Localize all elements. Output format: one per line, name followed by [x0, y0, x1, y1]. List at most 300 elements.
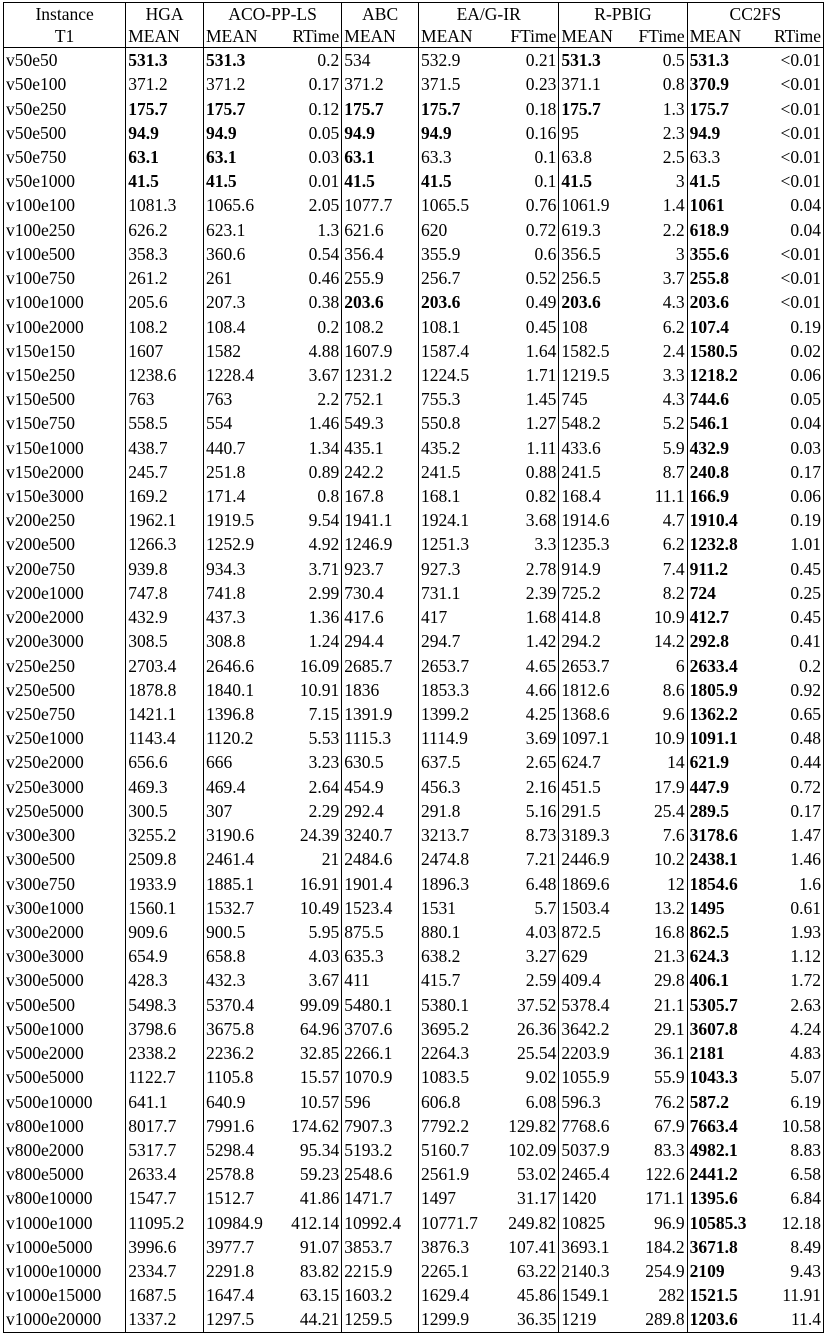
cell-instance: v500e2000: [4, 1041, 126, 1065]
cell-rpbig-mean: 95: [561, 122, 579, 143]
cell-cc2fs-rtime: 1.93: [763, 920, 824, 944]
cell-rpbig-mean: 624.7: [561, 752, 601, 773]
cell-hga-mean: 2338.2: [126, 1041, 204, 1065]
cell-aco-rtime: 4.03: [277, 944, 342, 968]
cell-rpbig-ftime: 2.2: [631, 218, 688, 242]
cell-abc-mean: 752.1: [342, 387, 419, 411]
cell-rpbig-mean: 5037.9: [561, 1139, 610, 1160]
cell-aco-mean: 108.4: [205, 316, 246, 337]
cell-aco-rtime: 3.23: [277, 750, 342, 774]
cell-cc2fs-rtime: 0.2: [763, 653, 824, 677]
cell-aco-rtime: 91.07: [277, 1235, 342, 1259]
cell-cc2fs-rtime: <0.01: [763, 290, 824, 314]
cell-aco-mean: 1647.4: [205, 1285, 255, 1306]
cell-cc2fs-rtime: 0.45: [763, 605, 824, 629]
cell-eag-ftime: 6.48: [497, 871, 559, 895]
table-row: [4, 920, 824, 944]
cell-abc-mean: 3707.6: [342, 1017, 419, 1041]
cell-cc2fs-rtime: <0.01: [763, 266, 824, 290]
table-row: [4, 1065, 824, 1089]
cell-cc2fs-mean: 1043.3: [689, 1067, 738, 1088]
cell-instance: v500e5000: [4, 1065, 126, 1089]
cell-aco-mean: 554: [205, 413, 233, 434]
cell-eag-mean: 456.3: [421, 776, 461, 797]
cell-eag-ftime: 4.03: [497, 920, 559, 944]
cell-eag-mean: 371.5: [421, 74, 461, 95]
cell-eag-mean: 435.2: [421, 437, 461, 458]
cell-rpbig-ftime: 9.6: [631, 702, 688, 726]
cell-abc-mean: 1607.9: [342, 339, 419, 363]
cell-hga-mean: 1143.4: [126, 726, 204, 750]
cell-aco-mean: 5298.4: [205, 1139, 255, 1160]
cell-hga-mean: 2334.7: [126, 1259, 204, 1283]
cell-rpbig-mean: 2653.7: [561, 655, 610, 676]
cell-instance: v200e250: [4, 508, 126, 532]
cell-cc2fs-mean: 166.9: [689, 486, 729, 507]
cell-abc-mean: 2685.7: [342, 653, 419, 677]
cell-instance: v150e2000: [4, 460, 126, 484]
cell-instance: v800e2000: [4, 1138, 126, 1162]
cell-abc-mean: 1231.2: [342, 363, 419, 387]
cell-eag-mean: 1065.5: [421, 195, 470, 216]
cell-cc2fs-mean: 724: [689, 582, 716, 603]
cell-instance: v250e2000: [4, 750, 126, 774]
cell-abc-mean: 5193.2: [342, 1138, 419, 1162]
cell-eag-mean: 731.1: [421, 582, 461, 603]
cell-rpbig-ftime: 14: [631, 750, 688, 774]
cell-hga-mean: 1547.7: [126, 1186, 204, 1210]
cell-eag-mean: 2653.7: [421, 655, 470, 676]
cell-cc2fs-mean: 744.6: [689, 389, 729, 410]
cell-aco-mean: 623.1: [205, 219, 246, 240]
cell-abc-mean: 175.7: [342, 96, 419, 120]
cell-instance: v500e10000: [4, 1089, 126, 1113]
cell-eag-mean: 3876.3: [421, 1236, 470, 1257]
cell-cc2fs-mean: 1203.6: [687, 1307, 763, 1332]
cell-cc2fs-mean: 447.9: [689, 776, 729, 797]
header-hga: HGA: [126, 3, 204, 26]
cell-cc2fs-mean: 3671.8: [689, 1236, 738, 1257]
cell-cc2fs-rtime: 0.19: [763, 314, 824, 338]
cell-abc-mean: 94.9: [342, 121, 419, 145]
cell-cc2fs-rtime: 0.72: [763, 775, 824, 799]
table-row: [4, 678, 824, 702]
cell-eag-mean: 203.6: [421, 292, 461, 313]
cell-eag-ftime: 107.41: [497, 1235, 559, 1259]
cell-cc2fs-mean: 531.3: [689, 50, 729, 71]
cell-hga-mean: 11095.2: [126, 1211, 204, 1235]
cell-eag-ftime: 1.71: [497, 363, 559, 387]
cell-hga-mean: 763: [126, 387, 204, 411]
cell-instance: v250e3000: [4, 775, 126, 799]
cell-cc2fs-rtime: 0.04: [763, 411, 824, 435]
cell-hga-mean: 531.3: [126, 48, 204, 73]
cell-aco-rtime: 0.46: [277, 266, 342, 290]
cell-abc-mean: 356.4: [342, 242, 419, 266]
cell-rpbig-mean: 3642.2: [561, 1018, 610, 1039]
cell-aco-rtime: 0.12: [277, 96, 342, 120]
cell-cc2fs-mean: 1061: [689, 195, 725, 216]
cell-cc2fs-mean: 2109: [689, 1261, 725, 1282]
cell-instance: v150e150: [4, 339, 126, 363]
cell-hga-mean: 41.5: [126, 169, 204, 193]
cell-rpbig-ftime: 122.6: [631, 1162, 688, 1186]
cell-hga-mean: 169.2: [126, 484, 204, 508]
cell-rpbig-ftime: 13.2: [631, 896, 688, 920]
cell-rpbig-ftime: 25.4: [631, 799, 688, 823]
cell-eag-ftime: 8.73: [497, 823, 559, 847]
cell-abc-mean: 1259.5: [342, 1307, 419, 1332]
cell-rpbig-mean: 203.6: [561, 292, 601, 313]
cell-aco-rtime: 2.64: [277, 775, 342, 799]
cell-aco-mean: 763: [205, 389, 233, 410]
cell-rpbig-ftime: 8.2: [631, 581, 688, 605]
cell-rpbig-ftime: 289.8: [631, 1307, 688, 1332]
cell-instance: v200e3000: [4, 629, 126, 653]
subheader-mean: MEAN: [203, 25, 277, 48]
cell-instance: v50e750: [4, 145, 126, 169]
cell-hga-mean: 1878.8: [126, 678, 204, 702]
cell-instance: v300e300: [4, 823, 126, 847]
table-row: [4, 266, 824, 290]
cell-eag-mean: 550.8: [421, 413, 461, 434]
cell-aco-mean: 1396.8: [205, 704, 255, 725]
cell-cc2fs-rtime: 6.19: [763, 1089, 824, 1113]
table-row: [4, 702, 824, 726]
cell-eag-mean: 5160.7: [421, 1139, 470, 1160]
cell-cc2fs-mean: 1395.6: [689, 1188, 738, 1209]
cell-eag-ftime: 0.45: [497, 314, 559, 338]
cell-abc-mean: 2484.6: [342, 847, 419, 871]
cell-rpbig-mean: 745: [561, 389, 588, 410]
cell-aco-rtime: 10.49: [277, 896, 342, 920]
cell-eag-mean: 2474.8: [421, 849, 470, 870]
cell-aco-mean: 1885.1: [205, 873, 255, 894]
cell-hga-mean: 1962.1: [126, 508, 204, 532]
cell-aco-mean: 1105.8: [205, 1067, 254, 1088]
cell-rpbig-ftime: 3.7: [631, 266, 688, 290]
cell-cc2fs-mean: 10585.3: [689, 1212, 747, 1233]
cell-aco-mean: 3977.7: [205, 1236, 255, 1257]
cell-cc2fs-rtime: 0.05: [763, 387, 824, 411]
cell-abc-mean: 435.1: [342, 436, 419, 460]
cell-rpbig-ftime: 8.7: [631, 460, 688, 484]
cell-eag-ftime: 0.88: [497, 460, 559, 484]
cell-eag-mean: 41.5: [421, 171, 452, 192]
cell-abc-mean: 621.6: [342, 218, 419, 242]
cell-rpbig-ftime: 2.4: [631, 339, 688, 363]
cell-instance: v50e50: [4, 48, 126, 73]
cell-instance: v1000e15000: [4, 1283, 126, 1307]
cell-hga-mean: 1266.3: [126, 532, 204, 556]
cell-aco-rtime: 3.67: [277, 363, 342, 387]
cell-aco-rtime: 0.2: [277, 314, 342, 338]
table-row: [4, 1211, 824, 1235]
cell-rpbig-mean: 241.5: [561, 461, 601, 482]
cell-cc2fs-mean: 1521.5: [689, 1285, 738, 1306]
cell-cc2fs-rtime: 0.06: [763, 363, 824, 387]
cell-cc2fs-mean: 240.8: [689, 461, 729, 482]
cell-eag-mean: 1114.9: [421, 728, 468, 749]
cell-aco-mean: 251.8: [205, 461, 246, 482]
cell-cc2fs-rtime: 0.17: [763, 460, 824, 484]
cell-eag-mean: 94.9: [421, 122, 452, 143]
cell-instance: v300e1000: [4, 896, 126, 920]
table-row: [4, 242, 824, 266]
cell-eag-mean: 1299.9: [419, 1307, 498, 1332]
cell-eag-ftime: 4.25: [497, 702, 559, 726]
cell-cc2fs-rtime: 0.44: [763, 750, 824, 774]
header-ea-g-ir: EA/G-IR: [419, 3, 559, 26]
cell-rpbig-ftime: 4.3: [631, 290, 688, 314]
cell-aco-mean: 1065.6: [205, 195, 255, 216]
cell-hga-mean: 641.1: [126, 1089, 204, 1113]
cell-cc2fs-rtime: <0.01: [763, 48, 824, 73]
cell-instance: v100e750: [4, 266, 126, 290]
cell-aco-mean: 1120.2: [205, 728, 254, 749]
cell-eag-ftime: 25.54: [497, 1041, 559, 1065]
header-aco-pp-ls: ACO-PP-LS: [203, 3, 341, 26]
cell-rpbig-ftime: 5.9: [631, 436, 688, 460]
cell-rpbig-ftime: 10.9: [631, 605, 688, 629]
cell-aco-mean: 666: [205, 752, 233, 773]
cell-rpbig-mean: 356.5: [561, 243, 601, 264]
cell-eag-mean: 294.7: [421, 631, 461, 652]
cell-eag-ftime: 6.08: [497, 1089, 559, 1113]
cell-cc2fs-rtime: 1.01: [763, 532, 824, 556]
cell-abc-mean: 3853.7: [342, 1235, 419, 1259]
cell-rpbig-ftime: 17.9: [631, 775, 688, 799]
cell-hga-mean: 747.8: [126, 581, 204, 605]
cell-cc2fs-mean: 862.5: [689, 921, 729, 942]
cell-aco-rtime: 1.36: [277, 605, 342, 629]
table-row: [4, 581, 824, 605]
cell-instance: v150e250: [4, 363, 126, 387]
cell-aco-rtime: 59.23: [277, 1162, 342, 1186]
cell-eag-ftime: 1.64: [497, 339, 559, 363]
table-row: [4, 314, 824, 338]
cell-hga-mean: 939.8: [126, 557, 204, 581]
cell-eag-ftime: 37.52: [497, 993, 559, 1017]
cell-cc2fs-mean: 432.9: [689, 437, 729, 458]
cell-eag-mean: 291.8: [421, 800, 461, 821]
cell-aco-rtime: 10.91: [277, 678, 342, 702]
table-row: [4, 823, 824, 847]
cell-instance: v500e1000: [4, 1017, 126, 1041]
cell-rpbig-ftime: 254.9: [631, 1259, 688, 1283]
cell-cc2fs-rtime: 0.61: [763, 896, 824, 920]
cell-hga-mean: 175.7: [126, 96, 204, 120]
cell-aco-mean: 7991.6: [205, 1115, 255, 1136]
cell-instance: v500e500: [4, 993, 126, 1017]
cell-cc2fs-mean: 1495: [689, 897, 725, 918]
cell-hga-mean: 1933.9: [126, 871, 204, 895]
cell-cc2fs-rtime: 0.48: [763, 726, 824, 750]
cell-abc-mean: 292.4: [342, 799, 419, 823]
cell-rpbig-mean: 872.5: [561, 921, 601, 942]
cell-eag-ftime: 0.72: [497, 218, 559, 242]
cell-hga-mean: 1421.1: [126, 702, 204, 726]
cell-cc2fs-mean: 1854.6: [689, 873, 738, 894]
cell-eag-ftime: 0.21: [497, 48, 559, 73]
cell-rpbig-ftime: 14.2: [631, 629, 688, 653]
table-row: [4, 1089, 824, 1113]
table-row: [4, 484, 824, 508]
cell-aco-mean: 94.9: [205, 122, 237, 143]
cell-abc-mean: 2266.1: [342, 1041, 419, 1065]
cell-rpbig-ftime: 5.2: [631, 411, 688, 435]
cell-cc2fs-mean: 41.5: [689, 171, 721, 192]
cell-cc2fs-mean: 618.9: [689, 219, 729, 240]
cell-eag-ftime: 5.7: [497, 896, 559, 920]
cell-eag-mean: 1629.4: [421, 1285, 470, 1306]
cell-aco-rtime: 9.54: [277, 508, 342, 532]
cell-instance: v250e5000: [4, 799, 126, 823]
cell-instance: v200e500: [4, 532, 126, 556]
cell-aco-mean: 3190.6: [205, 825, 255, 846]
cell-cc2fs-mean: 94.9: [689, 122, 721, 143]
table-row: [4, 145, 824, 169]
cell-aco-mean: 1297.5: [203, 1307, 277, 1332]
table-row: [4, 218, 824, 242]
cell-eag-mean: 168.1: [421, 486, 461, 507]
cell-eag-mean: 3213.7: [421, 825, 470, 846]
cell-cc2fs-rtime: 11.91: [763, 1283, 824, 1307]
cell-eag-ftime: 3.69: [497, 726, 559, 750]
cell-instance: v800e1000: [4, 1114, 126, 1138]
cell-aco-rtime: 174.62: [277, 1114, 342, 1138]
cell-eag-mean: 1853.3: [421, 679, 470, 700]
cell-aco-rtime: 0.54: [277, 242, 342, 266]
cell-aco-mean: 1532.7: [205, 897, 255, 918]
cell-aco-mean: 307: [205, 800, 233, 821]
cell-hga-mean: 438.7: [126, 436, 204, 460]
cell-cc2fs-rtime: <0.01: [763, 72, 824, 96]
cell-cc2fs-rtime: 4.24: [763, 1017, 824, 1041]
cell-cc2fs-rtime: 6.84: [763, 1186, 824, 1210]
cell-eag-ftime: 2.65: [497, 750, 559, 774]
cell-rpbig-mean: 3189.3: [561, 825, 610, 846]
cell-aco-mean: 308.8: [205, 631, 246, 652]
cell-eag-mean: 63.3: [421, 146, 452, 167]
cell-eag-ftime: 1.42: [497, 629, 559, 653]
cell-hga-mean: 654.9: [126, 944, 204, 968]
cell-rpbig-mean: 108: [561, 316, 588, 337]
cell-cc2fs-rtime: 10.58: [763, 1114, 824, 1138]
cell-eag-ftime: 4.66: [497, 678, 559, 702]
cell-cc2fs-mean: 406.1: [689, 970, 729, 991]
cell-eag-ftime: 102.09: [497, 1138, 559, 1162]
cell-instance: v150e3000: [4, 484, 126, 508]
table-row: [4, 290, 824, 314]
table-row: [4, 1017, 824, 1041]
cell-aco-rtime: 1.34: [277, 436, 342, 460]
cell-cc2fs-mean: 1805.9: [689, 679, 738, 700]
cell-aco-rtime: 83.82: [277, 1259, 342, 1283]
cell-cc2fs-mean: 1091.1: [689, 728, 738, 749]
cell-eag-mean: 1896.3: [421, 873, 470, 894]
cell-aco-rtime: 0.01: [277, 169, 342, 193]
cell-instance: v50e1000: [4, 169, 126, 193]
cell-aco-mean: 1582: [205, 340, 241, 361]
cell-instance: v1000e5000: [4, 1235, 126, 1259]
cell-aco-rtime: 99.09: [277, 993, 342, 1017]
cell-instance: v150e500: [4, 387, 126, 411]
cell-cc2fs-rtime: 0.06: [763, 484, 824, 508]
cell-eag-mean: 1224.5: [421, 364, 470, 385]
cell-rpbig-ftime: 282: [631, 1283, 688, 1307]
cell-aco-mean: 741.8: [205, 582, 246, 603]
cell-eag-ftime: 0.82: [497, 484, 559, 508]
cell-aco-rtime: 16.09: [277, 653, 342, 677]
cell-aco-rtime: 41.86: [277, 1186, 342, 1210]
cell-cc2fs-rtime: <0.01: [763, 121, 824, 145]
cell-rpbig-ftime: 11.1: [631, 484, 688, 508]
cell-eag-ftime: 2.78: [497, 557, 559, 581]
cell-aco-rtime: 4.88: [277, 339, 342, 363]
cell-abc-mean: 1246.9: [342, 532, 419, 556]
cell-rpbig-ftime: 3: [631, 169, 688, 193]
cell-eag-ftime: 45.86: [497, 1283, 559, 1307]
cell-aco-rtime: 1.24: [277, 629, 342, 653]
table-row: [4, 944, 824, 968]
cell-rpbig-mean: 41.5: [561, 171, 592, 192]
cell-rpbig-ftime: 29.1: [631, 1017, 688, 1041]
header-subtitle: T1: [4, 25, 126, 48]
table-row: [4, 775, 824, 799]
table-row: [4, 605, 824, 629]
cell-aco-mean: 171.4: [205, 486, 246, 507]
cell-aco-mean: 1919.5: [205, 510, 255, 531]
cell-aco-mean: 207.3: [205, 292, 246, 313]
table-row: [4, 629, 824, 653]
cell-rpbig-mean: 1235.3: [561, 534, 610, 555]
cell-hga-mean: 8017.7: [126, 1114, 204, 1138]
cell-rpbig-mean: 1055.9: [561, 1067, 610, 1088]
cell-aco-mean: 432.3: [205, 970, 246, 991]
table-row: [4, 968, 824, 992]
cell-hga-mean: 2703.4: [126, 653, 204, 677]
cell-rpbig-mean: 1368.6: [561, 704, 610, 725]
cell-rpbig-ftime: 67.9: [631, 1114, 688, 1138]
cell-eag-mean: 108.1: [421, 316, 461, 337]
cell-eag-mean: 241.5: [421, 461, 461, 482]
cell-eag-ftime: 0.52: [497, 266, 559, 290]
cell-cc2fs-mean: 2181: [689, 1043, 725, 1064]
cell-cc2fs-rtime: 0.04: [763, 193, 824, 217]
header-cc2fs: CC2FS: [687, 3, 823, 26]
cell-hga-mean: 428.3: [126, 968, 204, 992]
header-r-pbig: R-PBIG: [559, 3, 687, 26]
cell-abc-mean: 167.8: [342, 484, 419, 508]
cell-rpbig-mean: 548.2: [561, 413, 601, 434]
cell-instance: v100e100: [4, 193, 126, 217]
cell-eag-ftime: 1.27: [497, 411, 559, 435]
cell-instance: v250e250: [4, 653, 126, 677]
cell-aco-rtime: 2.2: [277, 387, 342, 411]
cell-abc-mean: 549.3: [342, 411, 419, 435]
table-row: [4, 96, 824, 120]
cell-rpbig-mean: 914.9: [561, 558, 601, 579]
cell-cc2fs-mean: 2633.4: [689, 655, 738, 676]
cell-eag-mean: 355.9: [421, 243, 461, 264]
cell-eag-ftime: 5.16: [497, 799, 559, 823]
cell-cc2fs-mean: 587.2: [689, 1091, 729, 1112]
cell-cc2fs-mean: 289.5: [689, 800, 729, 821]
cell-rpbig-ftime: 3.3: [631, 363, 688, 387]
cell-abc-mean: 41.5: [342, 169, 419, 193]
cell-cc2fs-mean: 1232.8: [689, 534, 738, 555]
